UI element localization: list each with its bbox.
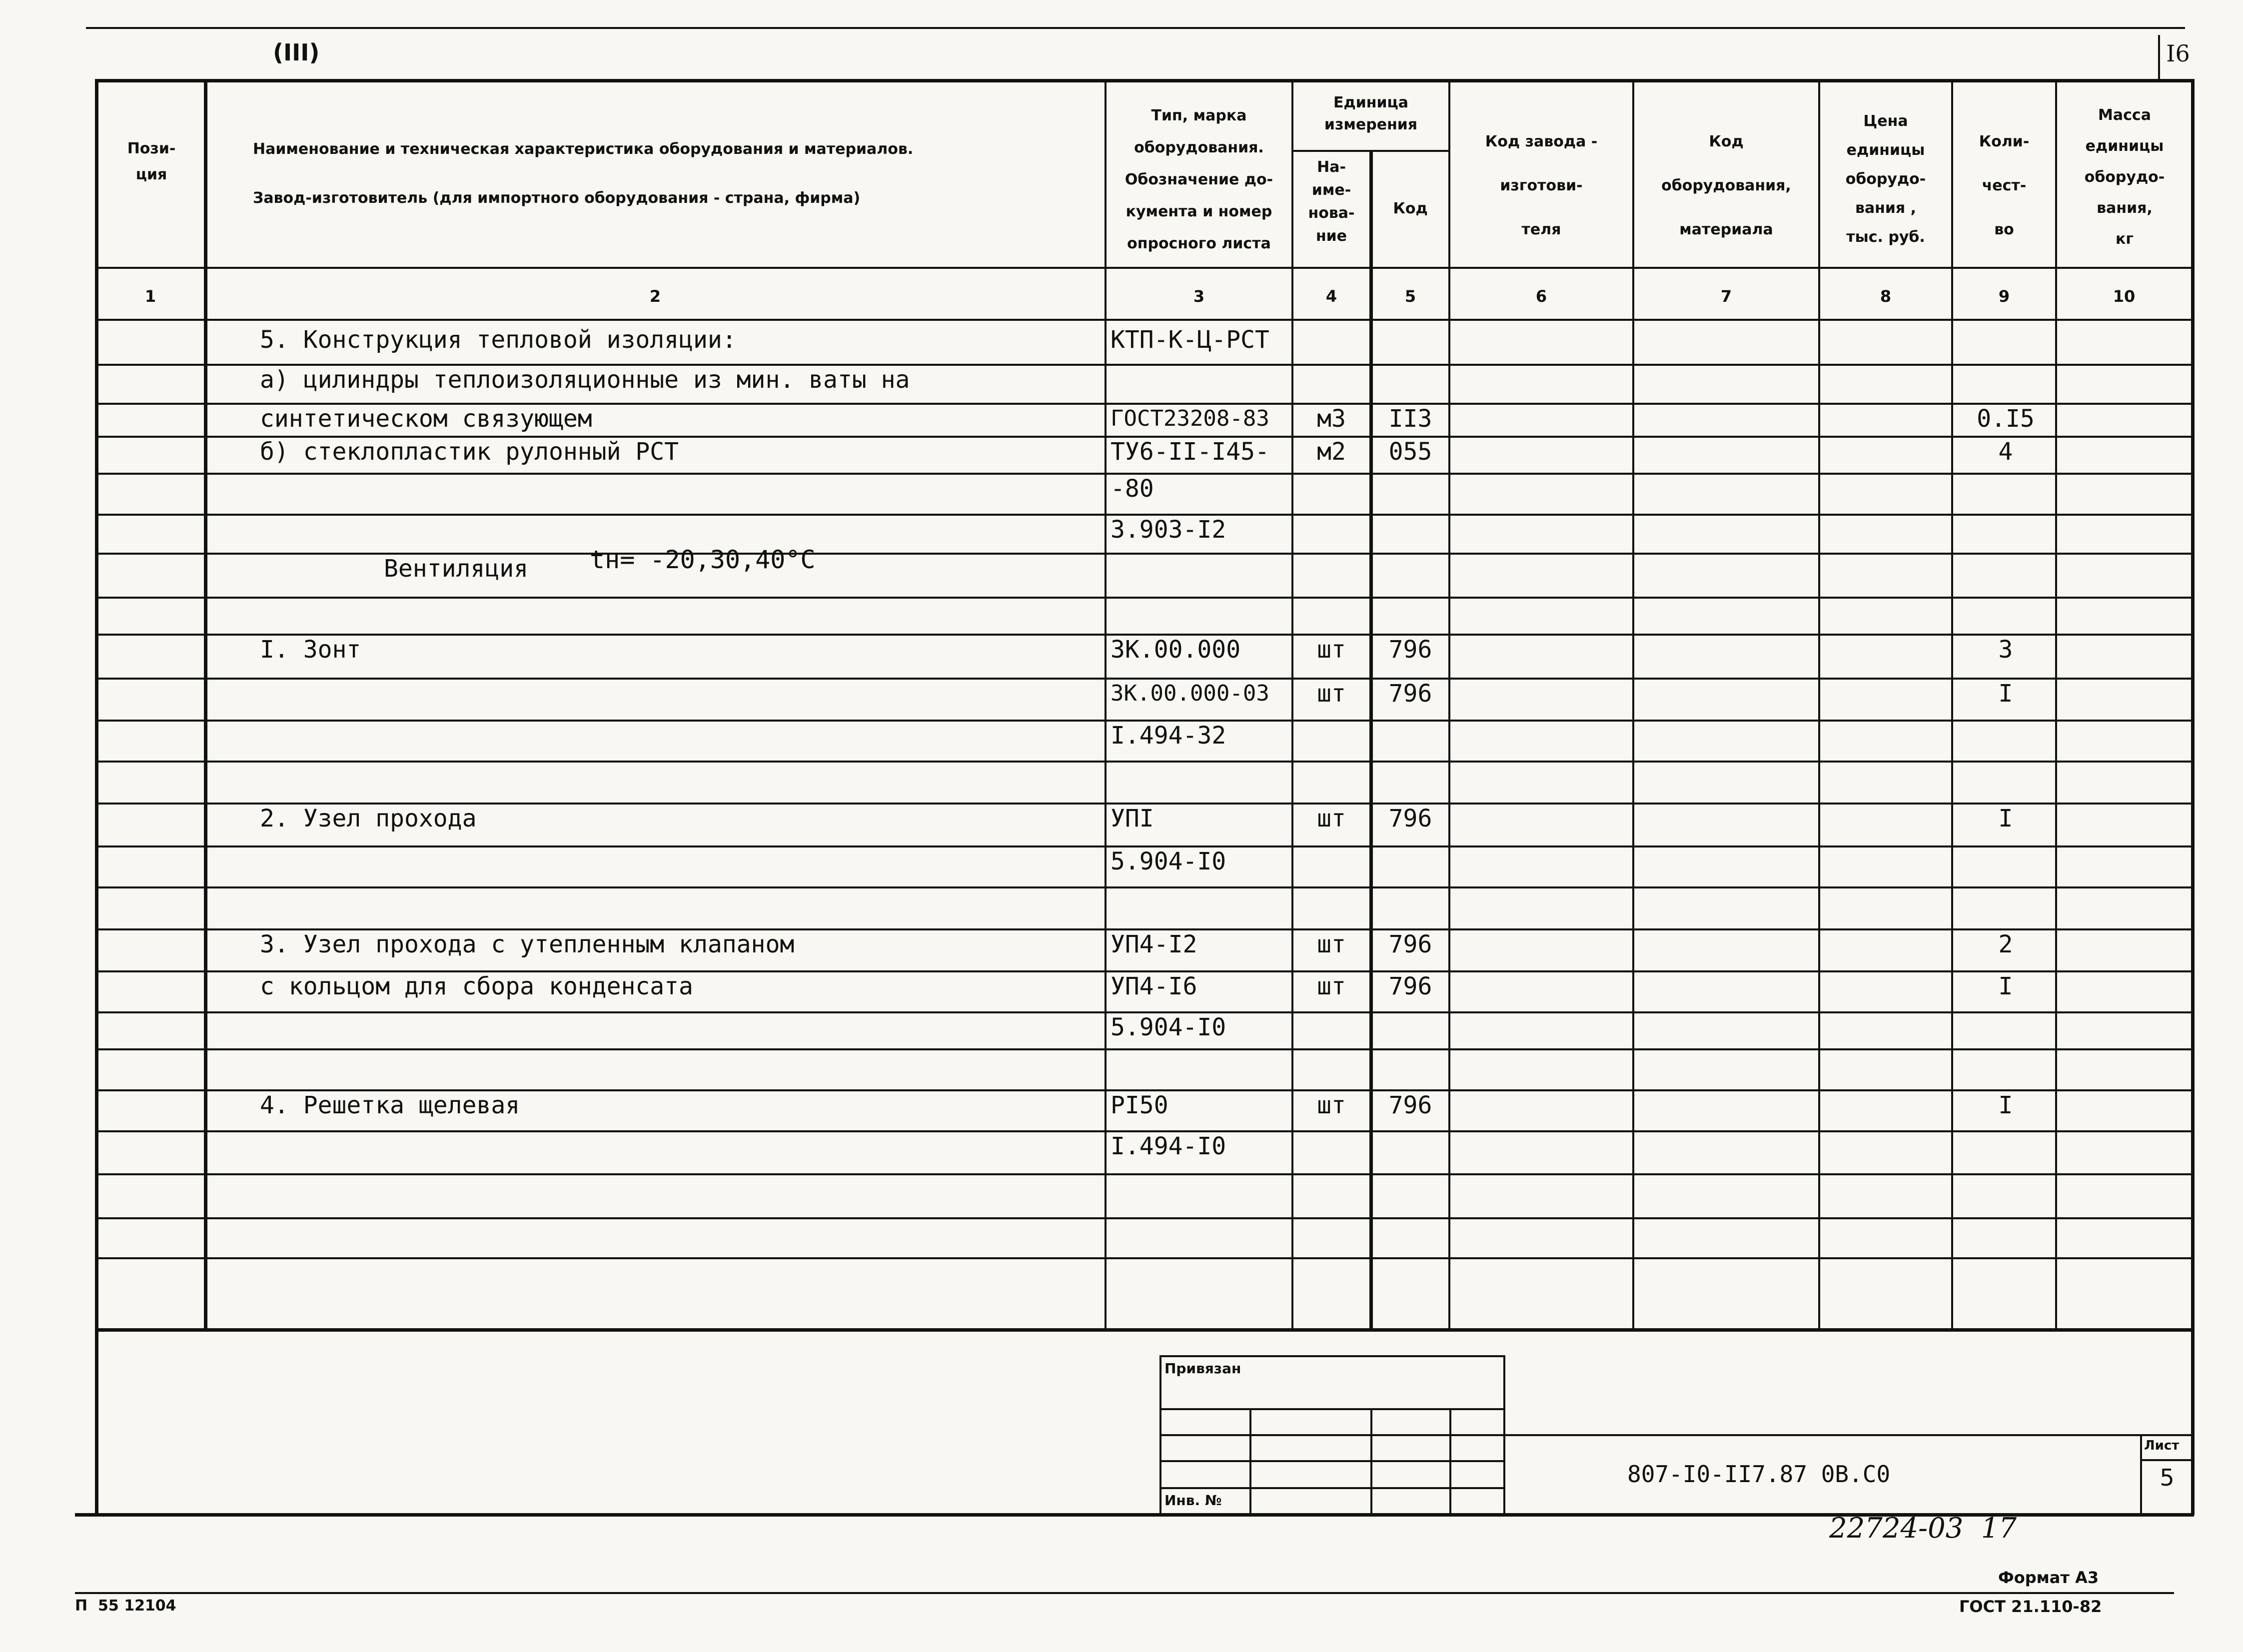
row-separator [95, 1048, 2194, 1050]
row-separator [95, 1257, 2194, 1259]
title-block-top-line [1503, 1434, 2193, 1436]
row-9-unit: шт [1317, 636, 1346, 664]
col-sep-4 [1369, 150, 1373, 1330]
row-4-qty: 4 [1998, 438, 2013, 466]
header-col6: Код завода - изготови- теля [1485, 133, 1598, 238]
stamp-col-c [1449, 1408, 1451, 1515]
row-10-type: ЗК.00.000-03 [1111, 681, 1269, 706]
sheet-value: 5 [2160, 1464, 2175, 1491]
row-6-type: 3.903-I2 [1111, 516, 1226, 544]
sheet-box-mid-line [2140, 1459, 2192, 1461]
frame-right-line [2191, 79, 2195, 1515]
header-col8: Цена единицы оборудо- вания , тыс. руб. [1845, 112, 1926, 246]
colnum-4: 4 [1325, 287, 1337, 306]
row-4-type: ТУ6-II-I45- [1111, 438, 1269, 466]
header-col4: На- име- нова- ние [1308, 158, 1355, 245]
row-3-code: II3 [1388, 405, 1432, 433]
colnum-5: 5 [1404, 287, 1416, 306]
header-unit-group: Единица измерения [1324, 94, 1418, 133]
ventilation-temperature: tн= -20,30,40°C [590, 545, 816, 574]
row-3-name: синтетическом связующем [260, 405, 592, 433]
unit-group-divider [1291, 150, 1449, 152]
row-20-name: 4. Решетка щелевая [260, 1091, 520, 1119]
row-20-code: 796 [1388, 1091, 1432, 1119]
row-7-name: Вентиляция [384, 555, 528, 583]
stamp-col-a [1249, 1408, 1251, 1515]
row-separator [95, 1217, 2194, 1219]
stamp-privyazan: Привязан [1164, 1360, 1241, 1377]
stamp-col-b [1370, 1408, 1372, 1515]
row-11-type: I.494-32 [1111, 722, 1226, 750]
row-16-type: УП4-I2 [1111, 930, 1197, 958]
row-10-qty: I [1998, 680, 2013, 708]
row-4-name: б) стеклопластик рулонный РСТ [260, 438, 679, 466]
row-9-type: ЗК.00.000 [1111, 636, 1241, 664]
colnum-8: 8 [1880, 287, 1892, 306]
bottom-edge-line [75, 1592, 2174, 1594]
print-code: П 55 12104 [75, 1597, 176, 1615]
header-col7: Код оборудования, материала [1661, 133, 1791, 238]
stamp-line-5 [1159, 1487, 1505, 1489]
row-13-qty: I [1998, 805, 2013, 832]
sheet-number-top: I6 [2166, 40, 2190, 67]
row-9-name: I. Зонт [260, 636, 361, 664]
row-13-code: 796 [1388, 805, 1432, 832]
sheet-box-left-line [2140, 1434, 2142, 1514]
row-3-qty: 0.I5 [1977, 405, 2035, 433]
header-col10: Масса единицы оборудо- вания, кг [2084, 106, 2165, 248]
row-21-type: I.494-I0 [1111, 1132, 1226, 1160]
col-sep-7 [1818, 79, 1820, 1330]
row-13-unit: шт [1317, 805, 1346, 832]
header-col1: Пози- ция [127, 140, 176, 183]
gost-label: ГОСТ 21.110-82 [1959, 1597, 2102, 1616]
colnum-bottom-line [95, 319, 2194, 321]
stamp-line-4 [1159, 1460, 1505, 1462]
row-1-type: КТП-К-Ц-РСТ [1111, 326, 1269, 354]
colnum-3: 3 [1193, 287, 1205, 306]
col-sep-1 [204, 79, 207, 1330]
row-3-type: ГОСТ23208-83 [1111, 406, 1269, 431]
top-border-line [86, 27, 2185, 29]
row-13-type: УПI [1111, 805, 1154, 832]
row-17-name: с кольцом для сбора конденсата [260, 972, 693, 1000]
sheet-label: Лист [2144, 1438, 2180, 1453]
row-17-code: 796 [1388, 972, 1432, 1000]
row-2-name: а) цилиндры теплоизоляционные из мин. ваты на [260, 366, 910, 394]
row-18-type: 5.904-I0 [1111, 1013, 1226, 1041]
row-17-qty: I [1998, 972, 2013, 1000]
col-sep-2 [1105, 79, 1107, 1330]
colnum-6: 6 [1535, 287, 1547, 306]
top-label: (III) [273, 39, 320, 66]
row-9-code: 796 [1388, 636, 1432, 664]
colnum-10: 10 [2113, 287, 2136, 306]
row-14-type: 5.904-I0 [1111, 847, 1226, 875]
stamp-inv-no: Инв. № [1164, 1492, 1222, 1509]
row-17-unit: шт [1317, 972, 1346, 1000]
row-17-type: УП4-I6 [1111, 972, 1197, 1000]
colnum-9: 9 [1998, 287, 2010, 306]
row-separator [95, 1173, 2194, 1175]
row-3-unit: м3 [1317, 405, 1346, 433]
row-10-unit: шт [1317, 680, 1346, 708]
row-4-code: 055 [1388, 438, 1432, 466]
colnum-2: 2 [649, 287, 661, 306]
row-separator [95, 886, 2194, 888]
header-col3: Тип, марка оборудования. Обозначение до- кумента и номер опросного листа [1124, 107, 1273, 252]
row-20-qty: I [1998, 1091, 2013, 1119]
header-col5: Код [1393, 200, 1428, 217]
row-20-type: PI50 [1111, 1091, 1168, 1119]
header-col9: Коли- чест- во [1979, 133, 2030, 238]
stamp-line-2 [1159, 1408, 1505, 1410]
col-sep-6 [1632, 79, 1634, 1330]
row-separator [95, 597, 2194, 599]
colnum-1: 1 [144, 287, 156, 306]
sheet-number-box-left [2158, 35, 2160, 81]
table-top-line [95, 79, 2194, 82]
row-1-name: 5. Конструкция тепловой изоляции: [260, 326, 737, 354]
row-16-code: 796 [1388, 930, 1432, 958]
row-9-qty: 3 [1998, 636, 2013, 664]
row-separator [95, 761, 2194, 763]
col-sep-5 [1448, 79, 1450, 1330]
header-col2: Наименование и техническая характеристика оборудования и материалов. Завод-изготовитель (для импортного оборудования - страна, фирма) [253, 140, 914, 207]
row-10-code: 796 [1388, 680, 1432, 708]
row-13-name: 2. Узел прохода [260, 805, 477, 832]
header-bottom-line [95, 267, 2194, 269]
stamp-line-3 [1159, 1434, 1505, 1436]
colnum-7: 7 [1720, 287, 1732, 306]
row-4-unit: м2 [1317, 438, 1346, 466]
row-16-name: 3. Узел прохода с утепленным клапаном [260, 930, 795, 958]
document-code: 807-I0-II7.87 0В.С0 [1627, 1461, 1891, 1488]
format-label: Формат А3 [1998, 1568, 2099, 1587]
row-16-qty: 2 [1998, 930, 2013, 958]
handwritten-number: 22724-03 17 [1829, 1512, 2017, 1545]
row-5-type: -80 [1111, 475, 1154, 503]
table-bottom-line [95, 1328, 2194, 1332]
row-16-unit: шт [1317, 930, 1346, 958]
stamp-top-line [1159, 1355, 1505, 1357]
row-20-unit: шт [1317, 1091, 1346, 1119]
